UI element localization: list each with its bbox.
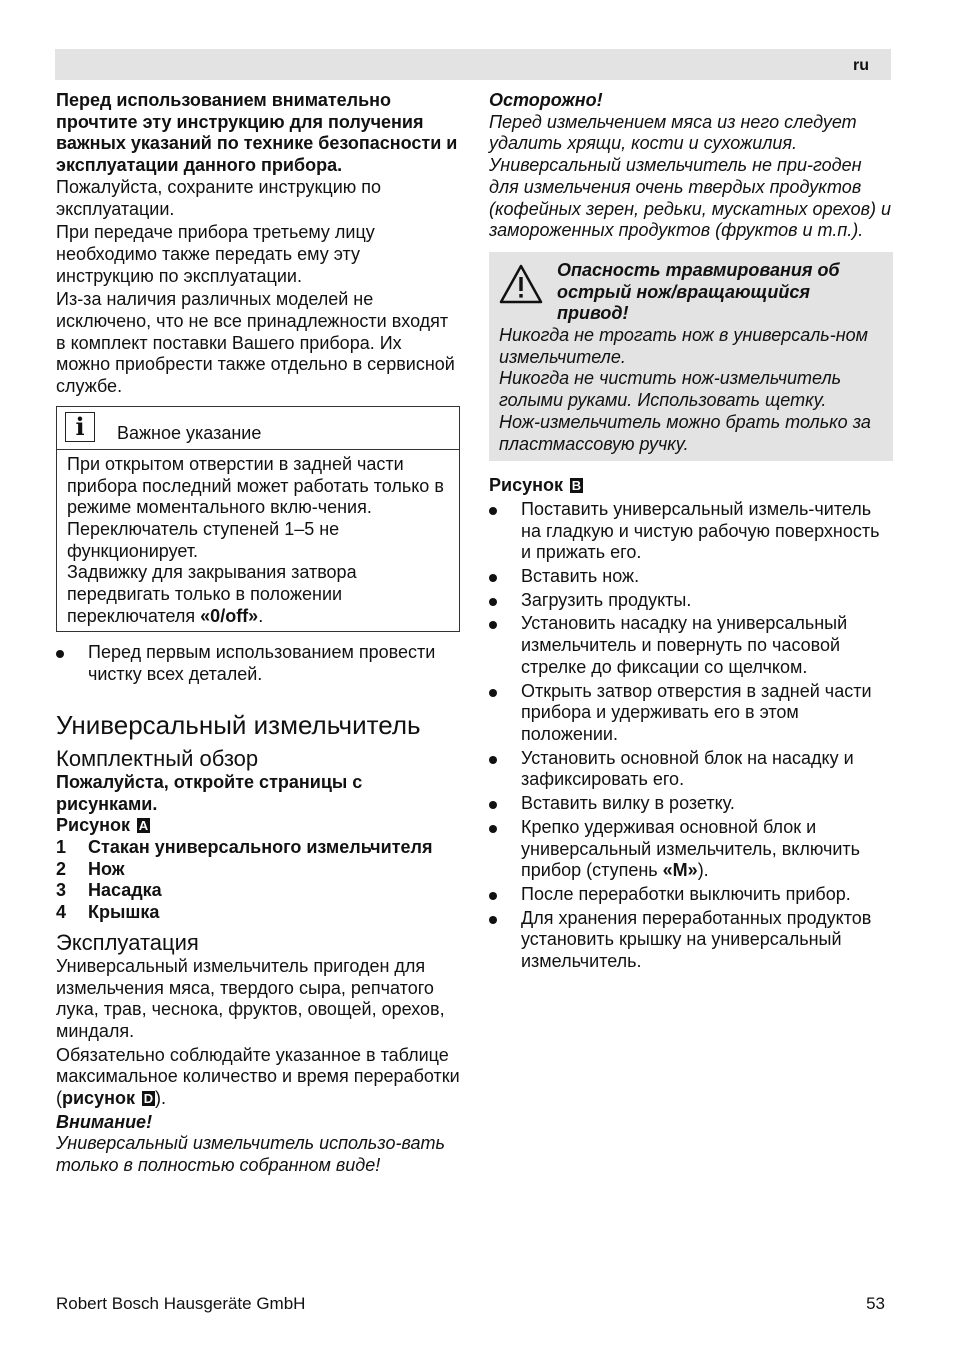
notice-text-2-post: . [258, 605, 264, 626]
info-icon: i [65, 412, 95, 442]
notice-title: Важное указание [117, 422, 262, 443]
overview-item-3 [56, 880, 460, 902]
intro-paragraph-2: При передаче прибора третьему лицу необходимо также передать ему эту инструкцию по эксплуатации. [56, 222, 375, 286]
step-2 [489, 566, 893, 588]
step-9 [489, 884, 893, 906]
item-label: Насадка [88, 880, 162, 901]
danger-text-2: Никогда не чистить нож-измельчитель голыми руками. Использовать щетку. [499, 368, 842, 411]
bullet-dot [489, 801, 497, 809]
step-1 [489, 499, 893, 564]
step-text: Установить основной блок на насадку и зафиксировать его. [521, 747, 854, 790]
overview-item-1 [56, 837, 460, 859]
figure-b-badge: B [571, 478, 582, 494]
figure-d-badge: D [143, 1091, 154, 1107]
step-text: Для хранения переработанных продуктов установить крышку на универсальный измельчитель. [521, 907, 872, 972]
figure-a-label-text: Рисунок [56, 815, 130, 836]
bullet-clean-text: Перед первым использованием провести чистку всех деталей. [88, 642, 436, 685]
figure-b-label-text: Рисунок [489, 475, 563, 496]
operation-title: Эксплуатация [56, 929, 199, 955]
step-text: Вставить нож. [521, 566, 640, 587]
notice-header [57, 407, 459, 450]
open-pages-note: Пожалуйста, откройте страницы с рисунками. [56, 771, 363, 814]
danger-box [489, 252, 893, 461]
figure-b-label [489, 475, 893, 497]
intro-bold: Перед использованием внимательно прочтите эту инструкцию для получения важных указаний по технике безопасности и эксплуатации данного прибора. [56, 90, 458, 176]
step-text: Открыть затвор отверстия в задней части прибора и удерживать его в этом положении. [521, 680, 872, 744]
caution-paragraph-1: Перед измельчением мяса из него следует удалить хрящи, кости и сухожилия. [489, 111, 857, 154]
bullet-dot [489, 689, 497, 697]
step-switch-level: «M» [662, 860, 698, 881]
bullet-dot [489, 574, 497, 582]
warning-triangle-icon [499, 264, 543, 304]
bullet-dot [489, 916, 497, 924]
attention-text: Универсальный измельчитель использо-вать только в полностью собранном виде! [56, 1133, 445, 1176]
step-text: Вставить вилку в розетку. [521, 793, 735, 814]
operation-paragraph-2 [56, 1045, 460, 1110]
step-10 [489, 908, 893, 973]
section-title: Универсальный измельчитель [56, 709, 421, 740]
operation-p2-post: ). [154, 1088, 166, 1109]
step-switch-post: ). [697, 860, 709, 881]
step-7 [489, 793, 893, 815]
caution-paragraph-2: Универсальный измельчитель не при-годен для измельчения очень твердых продуктов (кофейных зерен, редьки, мускатных орехов) и замороженных продуктов (фруктов и т.п.). [489, 155, 892, 241]
bullet-dot [56, 650, 64, 658]
left-column [56, 90, 460, 1177]
step-text: После переработки выключить прибор. [521, 883, 851, 904]
danger-header [499, 260, 885, 325]
notice-body [57, 450, 459, 632]
bullet-clean [56, 642, 460, 685]
page-number: 53 [866, 1294, 885, 1313]
operation-p2-figure: рисунок [62, 1088, 135, 1109]
notice-text-1: При открытом отверстии в задней части прибора последний может работать только в режиме моментального вклю-чения. Переключатель ступеней 1–5 не функционирует. [67, 453, 444, 561]
language-label: ru [853, 57, 869, 74]
item-label: Стакан универсального измельчителя [88, 836, 433, 857]
danger-text-1: Никогда не трогать нож в универсаль-ном измельчителе. [499, 325, 868, 367]
item-number: 4 [56, 902, 67, 923]
operation-p2-pre: Обязательно соблюдайте указанное в таблице максимальное количество и время переработки ( [56, 1044, 460, 1109]
bullet-dot [489, 507, 497, 515]
right-column [489, 90, 893, 973]
step-text: Загрузить продукты. [521, 589, 692, 610]
danger-text-3: Нож-измельчитель можно брать только за пластмассовую ручку. [499, 411, 871, 454]
step-4 [489, 613, 893, 678]
bullet-dot [489, 825, 497, 833]
notice-switch-position: «0/off» [200, 605, 259, 626]
footer-company: Robert Bosch Hausgeräte GmbH [56, 1294, 306, 1313]
attention-title: Внимание! [56, 1111, 153, 1132]
item-number: 3 [56, 880, 67, 901]
step-text: Установить насадку на универсальный измельчитель и повернуть по часовой стрелке до фиксации со щелчком. [521, 613, 848, 677]
intro-paragraph-1: Пожалуйста, сохраните инструкцию по эксплуатации. [56, 176, 382, 219]
bullet-dot [489, 892, 497, 900]
overview-item-4 [56, 902, 460, 924]
bullet-dot [489, 756, 497, 764]
step-6 [489, 748, 893, 791]
step-8 [489, 817, 893, 882]
important-notice-box [56, 406, 460, 633]
bullet-dot [489, 598, 497, 606]
notice-text-2 [67, 562, 449, 627]
step-5 [489, 681, 893, 746]
item-label: Нож [88, 858, 125, 879]
language-bar [55, 49, 891, 80]
step-text: Поставить универсальный измель-читель на гладкую и чистую рабочую поверхность и прижать его. [521, 498, 880, 563]
notice-text-2-pre: Задвижку для закрывания затвора передвигать только в положении переключателя [67, 562, 357, 626]
danger-title: Опасность травмирования об острый нож/вращающийся привод! [557, 259, 840, 324]
overview-item-2 [56, 859, 460, 881]
item-number: 1 [56, 836, 67, 857]
operation-paragraph-1: Универсальный измельчитель пригоден для измельчения мяса, твердого сыра, репчатого лука, трав, чеснока, фруктов, овощей, орехов, миндаля. [56, 955, 445, 1041]
caution-title: Осторожно! [489, 90, 603, 110]
overview-title: Комплектный обзор [56, 745, 259, 771]
intro-paragraph-3: Из-за наличия различных моделей не исключено, что не все принадлежности входят в комплект поставки Вашего прибора. Их можно приобрести также отдельно в сервисной службе. [56, 289, 455, 397]
figure-a-label [56, 815, 460, 837]
item-label: Крышка [88, 902, 160, 923]
bullet-dot [489, 621, 497, 629]
step-switch-pre: Крепко удерживая основной блок и универсальный измельчитель, включить прибор (ступень [521, 816, 861, 881]
item-number: 2 [56, 858, 67, 879]
figure-a-badge: A [138, 818, 149, 834]
step-3 [489, 590, 893, 612]
